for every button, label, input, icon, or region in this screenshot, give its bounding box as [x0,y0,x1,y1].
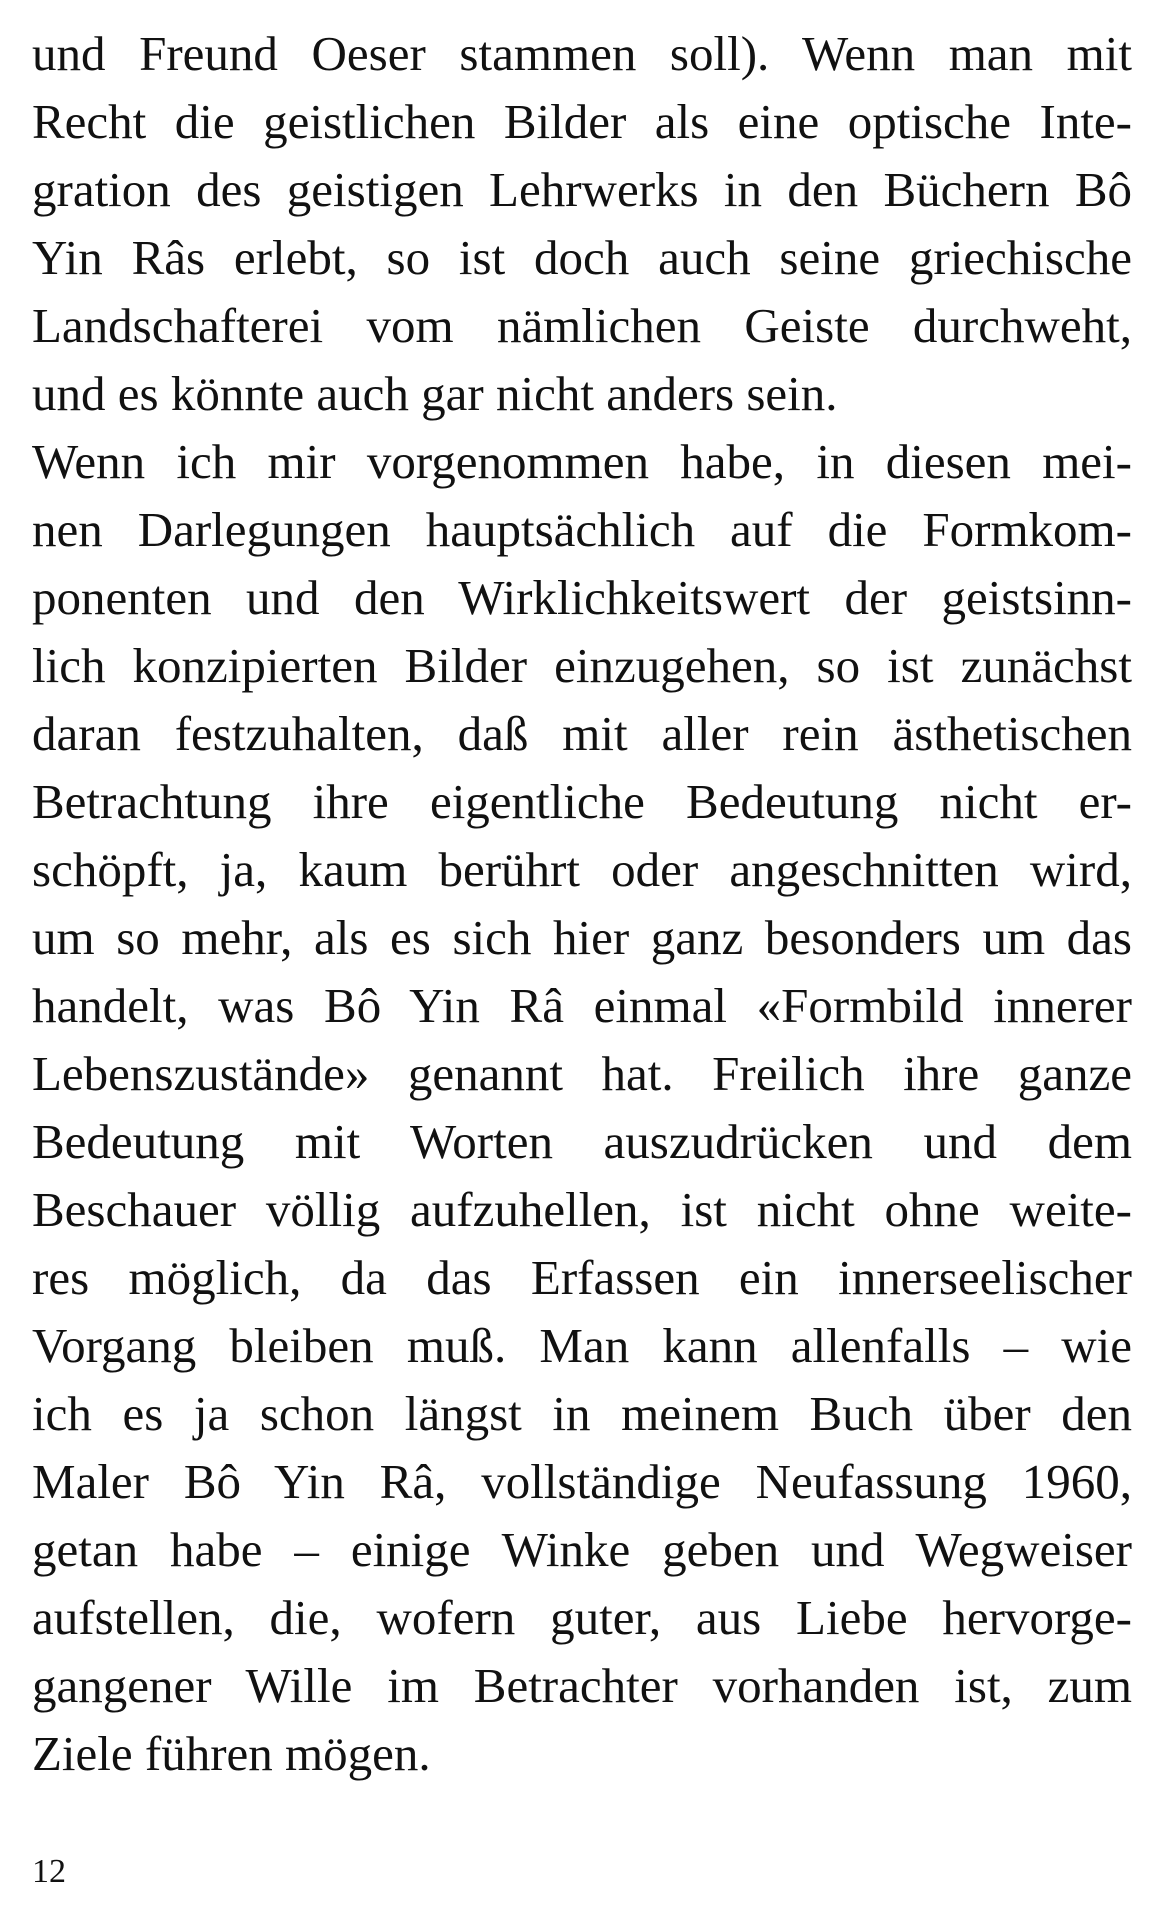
text-line: und es könnte auch gar nicht anders sein. [32,366,838,421]
text-line: handelt, was Bô Yin Râ einmal «Formbild innerer [32,978,1132,1033]
text-line: daran festzuhalten, daß mit aller rein ästhetischen [32,706,1132,761]
text-line: Vorgang bleiben muß. Man kann allenfalls – wie [32,1318,1132,1373]
text-line: um so mehr, als es sich hier ganz besonders um das [32,910,1132,965]
text-line: Ziele führen mögen. [32,1726,431,1781]
text-line: Recht die geistlichen Bilder als eine optische Inte- [32,94,1132,149]
text-line: Lebenszustände» genannt hat. Freilich ihre ganze [32,1046,1132,1101]
text-line: schöpft, ja, kaum berührt oder angeschnitten wird, [32,842,1132,897]
text-line: Beschauer völlig aufzuhellen, ist nicht ohne weite- [32,1182,1132,1237]
text-line: Bedeutung mit Worten auszudrücken und dem [32,1114,1132,1169]
text-line: Landschafterei vom nämlichen Geiste durchweht, [32,298,1132,353]
text-line: und Freund Oeser stammen soll). Wenn man mit [32,26,1132,81]
text-line: res möglich, da das Erfassen ein innerseelischer [32,1250,1132,1305]
text-line: Maler Bô Yin Râ, vollständige Neufassung 1960, [32,1454,1132,1509]
text-line: gangener Wille im Betrachter vorhanden ist, zum [32,1658,1132,1713]
text-line: getan habe – einige Winke geben und Wegweiser [32,1522,1132,1577]
text-line: nen Darlegungen hauptsächlich auf die Formkom- [32,502,1132,557]
text-line: gration des geistigen Lehrwerks in den Büchern Bô [32,162,1132,217]
text-line: ponenten und den Wirklichkeitswert der geistsinn- [32,570,1132,625]
text-line: aufstellen, die, wofern guter, aus Liebe hervorge- [32,1590,1132,1645]
text-line: Wenn ich mir vorgenommen habe, in diesen mei- [32,434,1132,489]
body-text [32,20,1132,1788]
text-line: ich es ja schon längst in meinem Buch über den [32,1386,1132,1441]
text-line: Yin Râs erlebt, so ist doch auch seine griechische [32,230,1132,285]
page-number: 12 [32,1853,66,1890]
text-line: Betrachtung ihre eigentliche Bedeutung nicht er- [32,774,1132,829]
text-line: lich konzipierten Bilder einzugehen, so ist zunächst [32,638,1132,693]
